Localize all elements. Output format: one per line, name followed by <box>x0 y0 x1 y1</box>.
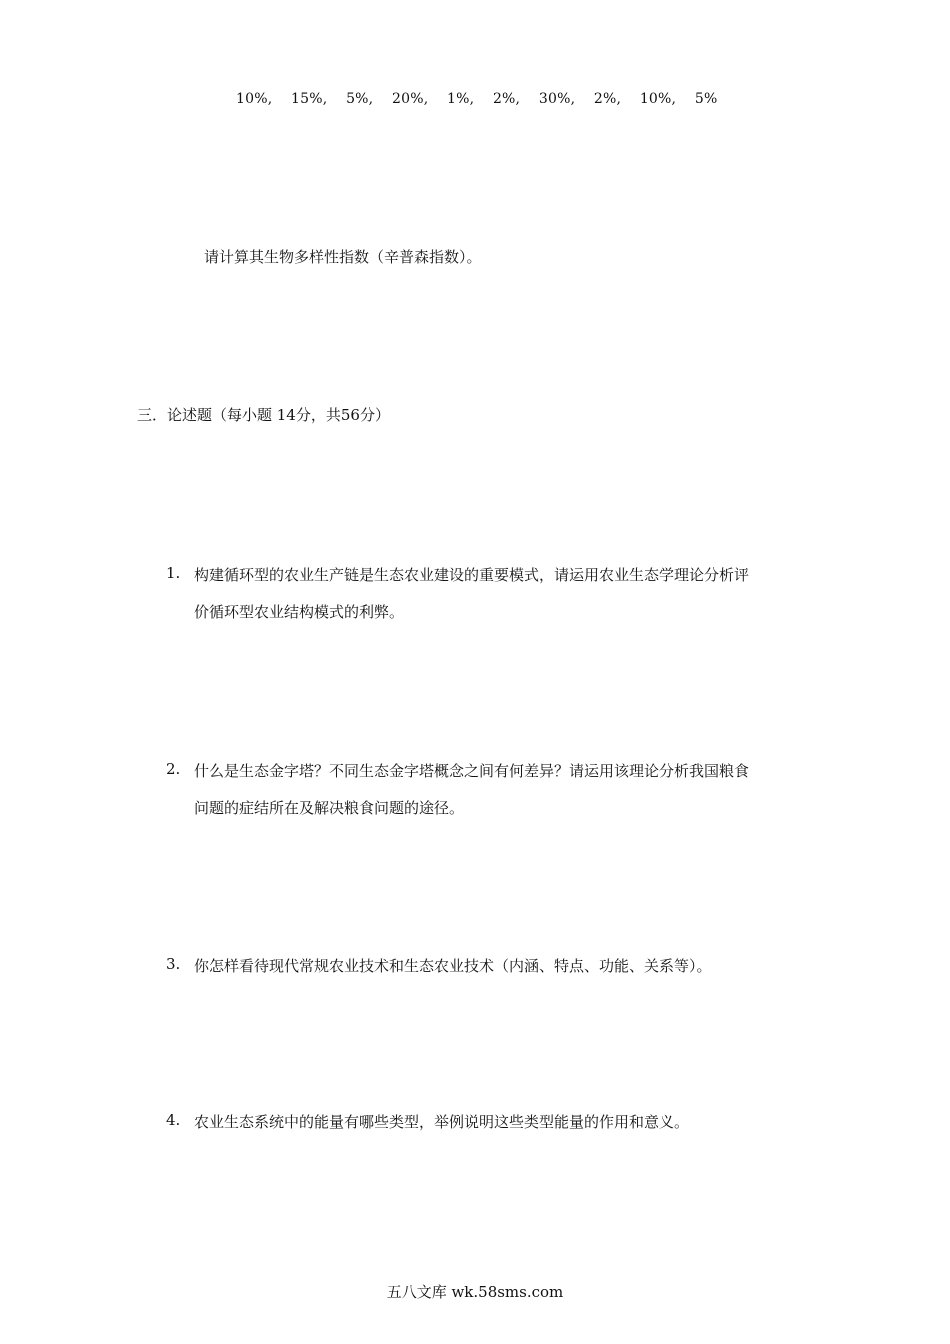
percentage-value: 15%, <box>291 91 328 107</box>
percentage-value: 2%, <box>593 91 622 107</box>
percentage-list <box>236 91 731 107</box>
percentage-value: 10%, <box>236 91 273 107</box>
calculation-instruction: 请计算其生物多样性指数（辛普森指数）。 <box>204 248 482 266</box>
question-text-continued: 价循环型农业结构模式的利弊。 <box>194 603 405 621</box>
percentage-value: 2%, <box>492 91 521 107</box>
percentage-value: 10%, <box>639 91 677 107</box>
question-number: 2. <box>166 760 181 778</box>
percentage-value: 30%, <box>538 91 576 107</box>
question-text: 什么是生态金字塔？不同生态金字塔概念之间有何差异？请运用该理论分析我国粮食 <box>194 762 750 780</box>
question-number: 1. <box>166 564 181 582</box>
percentage-value: 1%, <box>447 91 475 107</box>
question-text: 你怎样看待现代常规农业技术和生态农业技术（内涵、特点、功能、关系等）。 <box>194 957 712 975</box>
question-number: 3. <box>166 955 181 973</box>
section-title: 三．论述题（每小题 14分，共56分） <box>137 406 390 424</box>
page-footer: 五八文库 wk.58sms.com <box>386 1283 564 1301</box>
percentage-value: 5%, <box>346 91 374 107</box>
question-text-continued: 问题的症结所在及解决粮食问题的途径。 <box>194 799 465 817</box>
percentage-value: 20%, <box>391 91 429 107</box>
percentage-value: 5% <box>694 91 718 107</box>
question-text: 农业生态系统中的能量有哪些类型，举例说明这些类型能量的作用和意义。 <box>194 1113 690 1131</box>
question-number: 4. <box>166 1111 181 1129</box>
question-text: 构建循环型的农业生产链是生态农业建设的重要模式，请运用农业生态学理论分析评 <box>194 566 750 584</box>
